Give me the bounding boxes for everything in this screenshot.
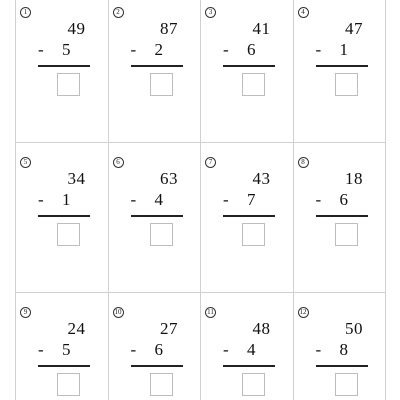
- subtrahend: 7: [247, 190, 256, 209]
- sum-line: [223, 65, 275, 67]
- problem-cell: [294, 143, 387, 293]
- answer-box[interactable]: [57, 223, 80, 246]
- problem-cell: [109, 293, 202, 400]
- minus-sign: -: [223, 190, 229, 209]
- problem-cell: [201, 143, 294, 293]
- minuend: 47: [345, 19, 363, 38]
- sum-line: [131, 65, 183, 67]
- answer-box[interactable]: [335, 73, 358, 96]
- answer-box[interactable]: [335, 223, 358, 246]
- answer-box[interactable]: [150, 73, 173, 96]
- problem-cell: [109, 0, 202, 143]
- minus-sign: -: [223, 340, 229, 359]
- problem-number: 8: [298, 157, 309, 168]
- subtrahend: 8: [339, 340, 348, 359]
- minus-sign: -: [315, 40, 322, 59]
- answer-box[interactable]: [150, 223, 173, 246]
- problem-grid: [15, 0, 386, 400]
- minuend: 63: [160, 169, 178, 188]
- problem-number: 2: [113, 7, 124, 18]
- subtrahend: 4: [247, 340, 256, 359]
- sum-line: [38, 65, 90, 67]
- minuend: 49: [67, 19, 86, 38]
- minus-sign: -: [38, 190, 44, 209]
- problem-number: 5: [20, 157, 31, 168]
- minus-sign: -: [315, 340, 322, 359]
- problem-cell: [294, 293, 387, 400]
- subtrahend: 5: [62, 340, 71, 359]
- minus-sign: -: [38, 340, 44, 359]
- subtrahend: 1: [339, 40, 348, 59]
- answer-box[interactable]: [242, 73, 265, 96]
- minuend: 34: [67, 169, 86, 188]
- subtrahend: 4: [154, 190, 163, 209]
- problem-cell: [109, 143, 202, 293]
- minus-sign: -: [130, 340, 137, 359]
- problem-number: 1: [20, 7, 31, 18]
- problem-number: 6: [113, 157, 124, 168]
- problem-number: 4: [298, 7, 309, 18]
- problem-number: 10: [114, 308, 122, 316]
- answer-box[interactable]: [57, 73, 80, 96]
- sum-line: [38, 215, 90, 217]
- problem-cell: [201, 293, 294, 400]
- problem-number: 7: [205, 157, 216, 168]
- subtrahend: 6: [154, 340, 163, 359]
- minus-sign: -: [315, 190, 322, 209]
- subtrahend: 1: [62, 190, 71, 209]
- sum-line: [316, 365, 368, 367]
- problem-cell: [201, 0, 294, 143]
- minuend: 48: [252, 319, 271, 338]
- minuend: 41: [252, 19, 271, 38]
- answer-box[interactable]: [57, 373, 80, 396]
- answer-box[interactable]: [335, 373, 358, 396]
- minuend: 24: [67, 319, 86, 338]
- sum-line: [223, 365, 275, 367]
- minuend: 43: [252, 169, 271, 188]
- sum-line: [316, 215, 368, 217]
- answer-box[interactable]: [242, 373, 265, 396]
- sum-line: [316, 65, 368, 67]
- subtrahend: 5: [62, 40, 71, 59]
- problem-number: 11: [205, 307, 216, 318]
- answer-box[interactable]: [242, 223, 265, 246]
- problem-cell: [16, 293, 109, 400]
- minuend: 50: [345, 319, 363, 338]
- minuend: 87: [160, 19, 178, 38]
- sum-line: [131, 365, 183, 367]
- minus-sign: -: [130, 40, 137, 59]
- subtrahend: 6: [339, 190, 348, 209]
- problem-number: 9: [20, 307, 31, 318]
- minus-sign: -: [38, 40, 44, 59]
- subtrahend: 2: [154, 40, 163, 59]
- minus-sign: -: [223, 40, 229, 59]
- minus-sign: -: [130, 190, 137, 209]
- problem-number: 12: [299, 308, 307, 316]
- problem-number: 3: [205, 7, 216, 18]
- problem-cell: [16, 0, 109, 143]
- minuend: 18: [345, 169, 363, 188]
- sum-line: [38, 365, 90, 367]
- minuend: 27: [160, 319, 178, 338]
- subtrahend: 6: [247, 40, 256, 59]
- sum-line: [223, 215, 275, 217]
- sum-line: [131, 215, 183, 217]
- answer-box[interactable]: [150, 373, 173, 396]
- problem-cell: [16, 143, 109, 293]
- problem-cell: [294, 0, 387, 143]
